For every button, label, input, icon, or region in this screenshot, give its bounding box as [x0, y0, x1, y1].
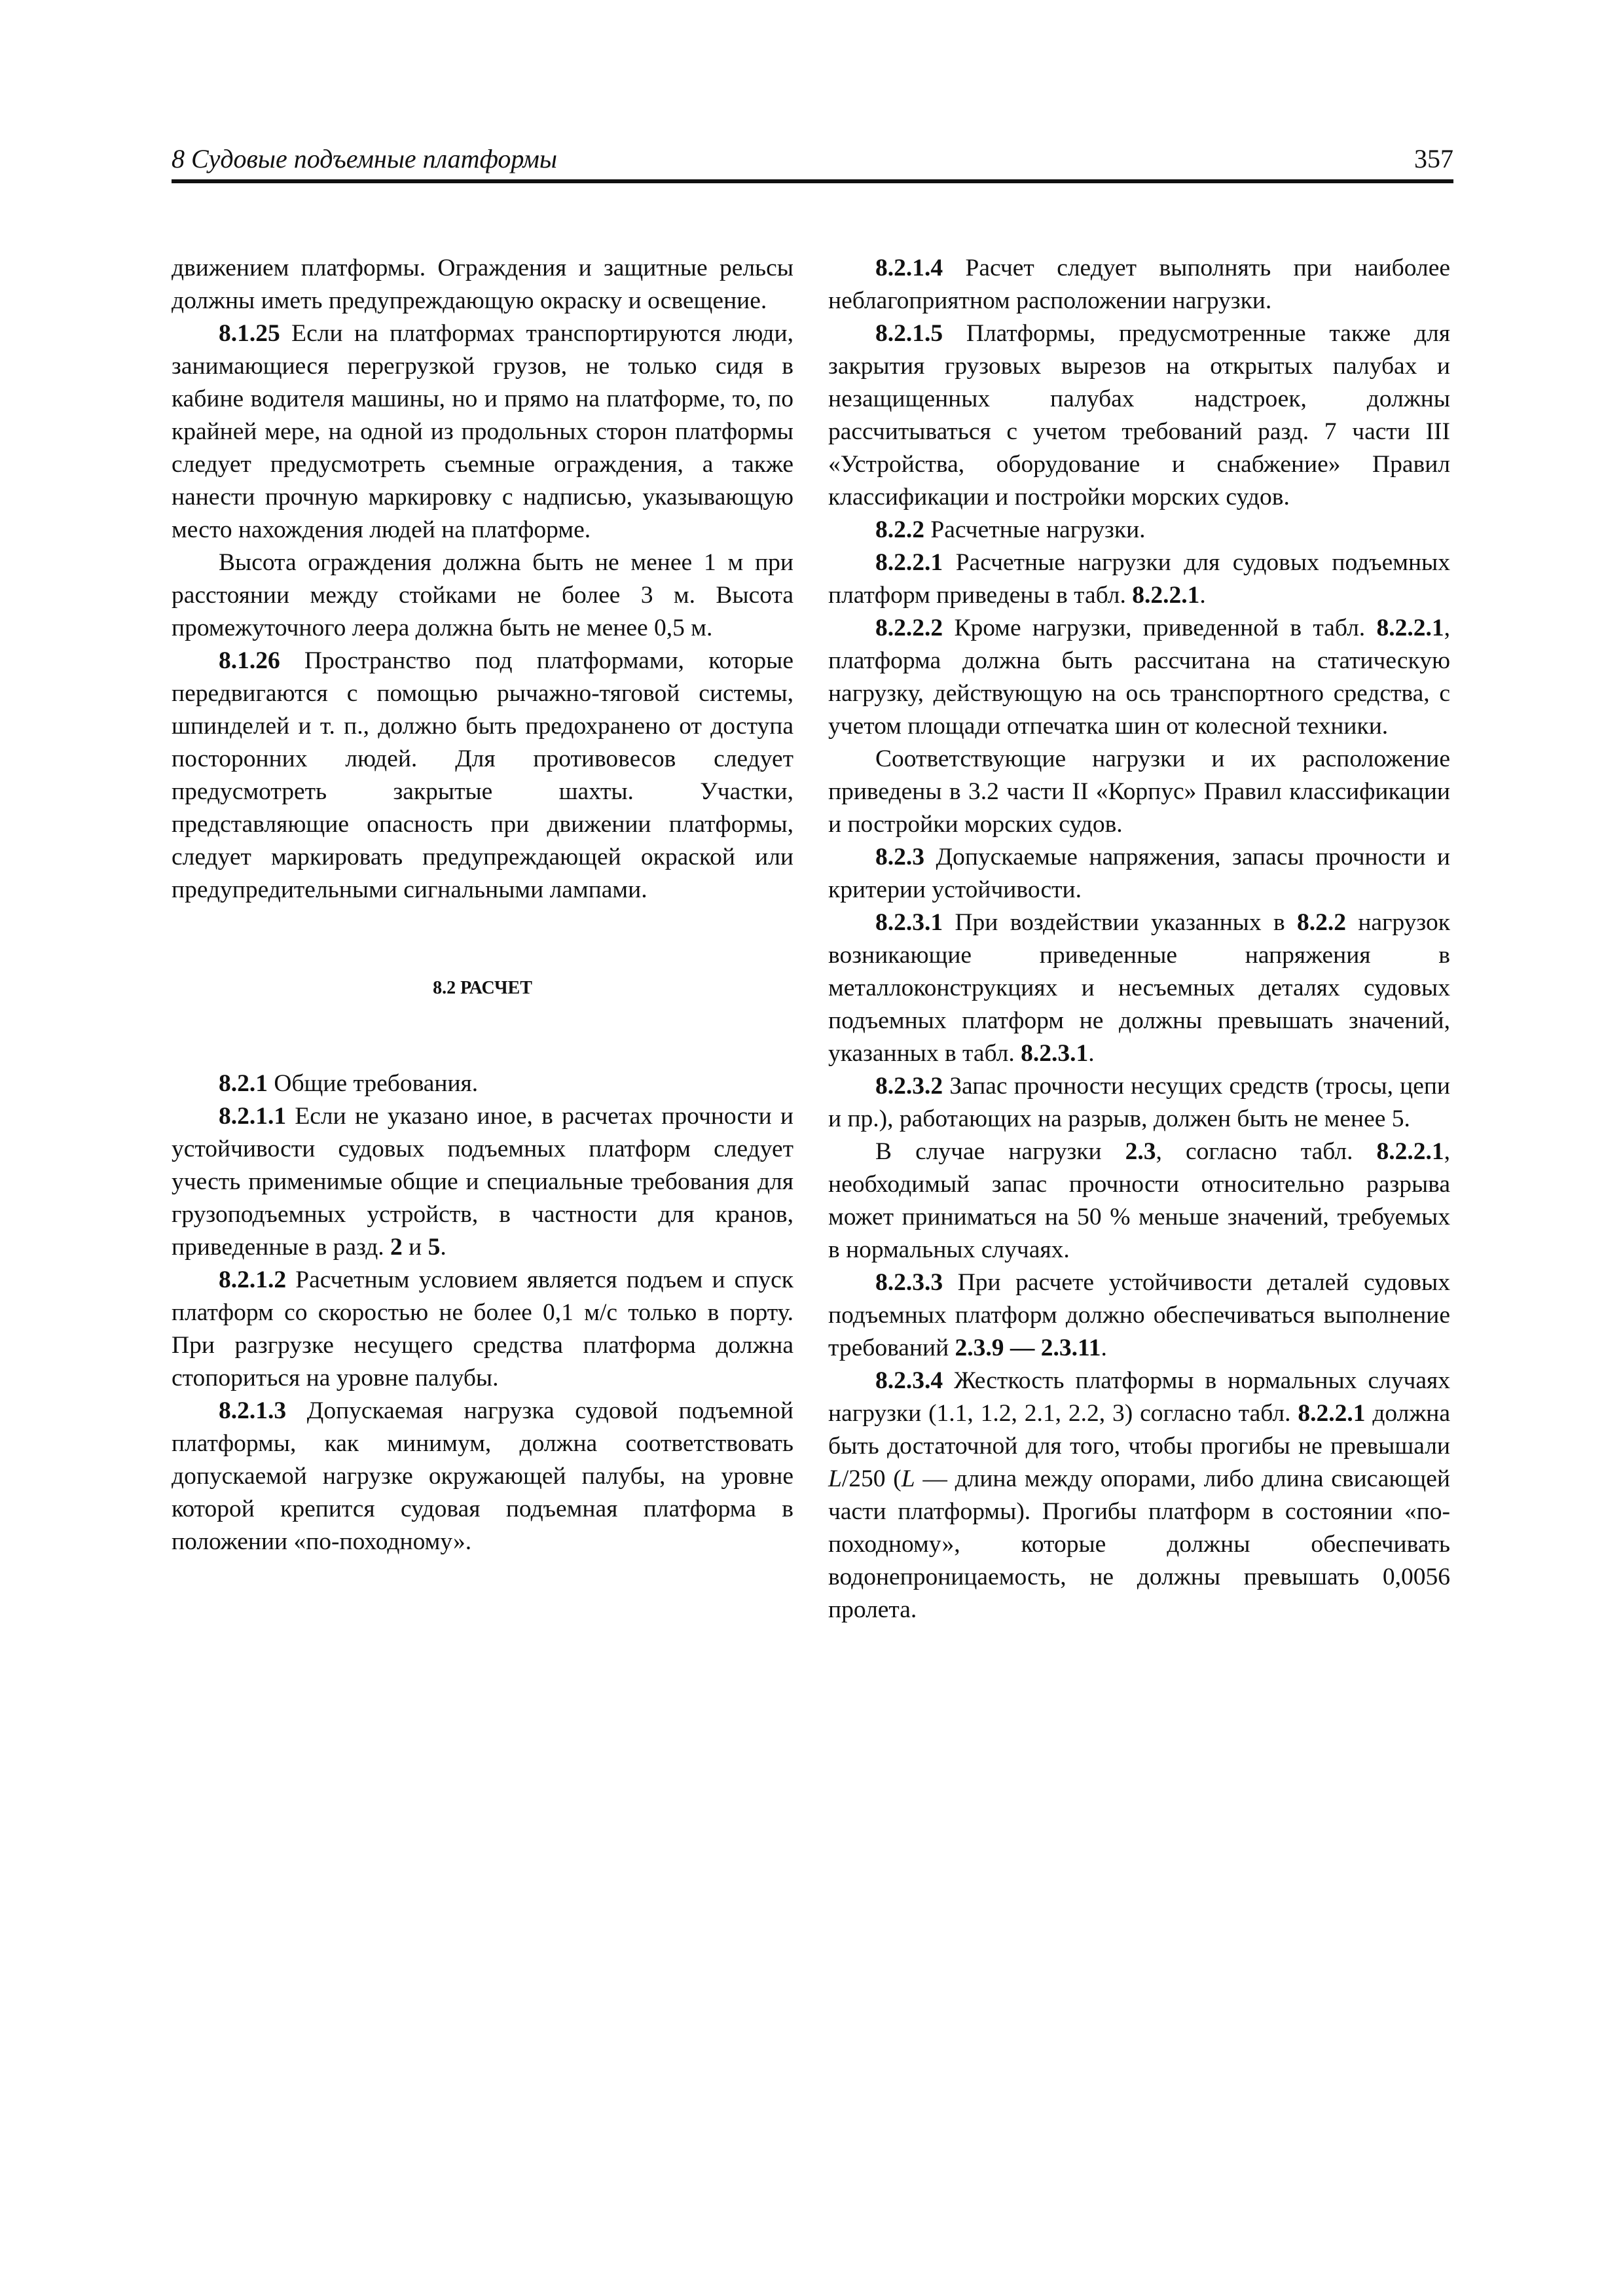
table-ref: 8.2.2.1 [1298, 1400, 1366, 1427]
section-ref: 2.3.9 — 2.3.11 [955, 1335, 1101, 1361]
clause-text: . [1088, 1040, 1095, 1067]
paragraph-8-2-3-4 [828, 1365, 1450, 1626]
section-ref: 8.2.2 [1297, 909, 1346, 936]
clause-text: . [1199, 582, 1206, 609]
clause-text: Расчетные нагрузки для судовых подъемных платформ приведены в табл. [828, 549, 1450, 609]
variable-l: L [828, 1465, 842, 1492]
clause-number: 8.2.3 [875, 844, 924, 870]
clause-text: Жесткость платформы в нормальных случаях нагрузки (1.1, 1.2, 2.1, 2.2, 3) согласно табл. [828, 1367, 1450, 1427]
paragraph-8-2-1-3 [172, 1395, 793, 1558]
clause-text: Если не указано иное, в расчетах прочности и устойчивости судовых подъемных платформ следует учесть применимые общие и специальные требования для грузоподъемных устройств, в частности для кранов, приведенные в разд. [172, 1103, 793, 1261]
clause-number: 8.2.3.3 [875, 1269, 943, 1296]
clause-number: 8.2.3.2 [875, 1073, 943, 1100]
clause-number: 8.2.1.4 [875, 255, 943, 281]
clause-text: нагрузок возникающие приведенные напряжения в металлоконструкциях и несъемных деталях судовых подъемных платформ не должны превышать значений, указанных в табл. [828, 909, 1450, 1067]
clause-number: 8.2.2.2 [875, 615, 943, 641]
clause-text: — длина между опорами, либо длина свисающей части платформы). Прогибы платформ в состоянии «по-походному», которые должны обеспечивать водонепроницаемость, не должны превышать 0,0056 пролета. [828, 1465, 1450, 1623]
paragraph-8-2-3-1 [828, 906, 1450, 1070]
load-ref: 2.3 [1125, 1138, 1156, 1165]
left-column [172, 252, 793, 1558]
clause-text: . [440, 1234, 447, 1261]
right-column [828, 252, 1450, 1626]
paragraph: движением платформы. Ограждения и защитные рельсы должны иметь предупреждающую окраску и освещение. [172, 255, 793, 314]
table-ref: 8.2.2.1 [1132, 582, 1200, 609]
clause-text: Запас прочности несущих средств (тросы, цепи и пр.), работающих на разрыв, должен быть не менее 5. [828, 1073, 1450, 1132]
paragraph-8-2-2-1 [828, 547, 1450, 612]
clause-number: 8.2.1.3 [219, 1397, 287, 1424]
clause-text: В случае нагрузки [875, 1138, 1125, 1165]
paragraph-8-2-3 [828, 841, 1450, 906]
paragraph-8-1-25 [172, 317, 793, 547]
clause-text: Расчет следует выполнять при наиболее неблагоприятном расположении нагрузки. [828, 255, 1450, 314]
paragraph-8-2-1-4 [828, 252, 1450, 317]
clause-heading: Допускаемые напряжения, запасы прочности и критерии устойчивости. [828, 844, 1450, 903]
clause-text: . [1101, 1335, 1107, 1361]
paragraph: Соответствующие нагрузки и их расположение приведены в 3.2 части II «Корпус» Правил классификации и постройки морских судов. [828, 745, 1450, 838]
clause-number: 8.1.25 [219, 320, 280, 347]
clause-number: 8.2.1.1 [219, 1103, 287, 1130]
paragraph-8-2-2 [828, 514, 1450, 547]
paragraph [828, 1136, 1450, 1266]
clause-number: 8.2.3.4 [875, 1367, 943, 1394]
clause-text: При расчете устойчивости деталей судовых подъемных платформ должно обеспечиваться выполнение требований [828, 1269, 1450, 1361]
clause-number: 8.2.2.1 [875, 549, 943, 576]
clause-number: 8.1.26 [219, 647, 280, 674]
clause-text: Если на платформах транспортируются люди, занимающиеся перегрузкой грузов, не только сидя в кабине водителя машины, но и прямо на платформе, то, по крайней мере, на одной из продольных сторон платформы следует предусмотреть съемные ограждения, а также нанести прочную маркировку с надписью, указывающую место нахождения людей на платформе. [172, 320, 793, 543]
clause-text: Кроме нагрузки, приведенной в табл. [943, 615, 1377, 641]
paragraph-8-2-3-2 [828, 1070, 1450, 1136]
table-ref: 8.2.3.1 [1021, 1040, 1089, 1067]
paragraph-8-2-1-5 [828, 317, 1450, 514]
clause-text: Допускаемая нагрузка судовой подъемной платформы, как минимум, должна соответствовать допускаемой нагрузке окружающей палубы, на уровне которой крепится судовая подъемная платформа в положении «по-походному». [172, 1397, 793, 1555]
clause-number: 8.2.3.1 [875, 909, 943, 936]
paragraph-8-2-1-1 [172, 1100, 793, 1264]
clause-text: Расчетным условием является подъем и спуск платформ со скоростью не более 0,1 м/с только в порту. При разгрузке несущего средства платформа должна стопориться на уровне палубы. [172, 1266, 793, 1391]
section-title: 8.2 РАСЧЕТ [433, 978, 532, 998]
clause-heading: Общие требования. [268, 1070, 479, 1097]
clause-text: , согласно табл. [1156, 1138, 1377, 1165]
running-header [172, 145, 1453, 183]
table-ref: 8.2.2.1 [1376, 615, 1444, 641]
paragraph-8-2-1-2 [172, 1264, 793, 1395]
page-number: 357 [1414, 144, 1453, 173]
paragraph-8-2-1 [172, 1067, 793, 1100]
table-ref: 8.2.2.1 [1376, 1138, 1444, 1165]
paragraph-8-2-2-2 [828, 612, 1450, 743]
clause-text: Пространство под платформами, которые передвигаются с помощью рычажно-тяговой системы, шпинделей и т. п., должно быть предохранено от доступа посторонних людей. Для противовесов следует предусмотреть закрытые шахты. Участки, представляющие опасность при движении платформы, следует маркировать предупреждающей окраской или предупредительными сигнальными лампами. [172, 647, 793, 903]
variable-l: L [901, 1465, 915, 1492]
section-ref: 5 [428, 1234, 441, 1261]
clause-number: 8.2.2 [875, 516, 924, 543]
clause-text: /250 ( [841, 1465, 902, 1492]
paragraph: Высота ограждения должна быть не менее 1 м при расстоянии между стойками не более 3 м. Высота промежуточного леера должна быть не менее 0,5 м. [172, 549, 793, 641]
clause-text: , необходимый запас прочности относительно разрыва может приниматься на 50 % меньше значений, требуемых в нормальных случаях. [828, 1138, 1451, 1263]
clause-text: , платформа должна быть рассчитана на статическую нагрузку, действующую на ось транспортного средства, с учетом площади отпечатка шин от колесной техники. [828, 615, 1450, 740]
section-ref: 2 [390, 1234, 403, 1261]
clause-text: должна быть достаточной для того, чтобы прогибы не превышали [828, 1400, 1450, 1460]
clause-number: 8.2.1 [219, 1070, 268, 1097]
paragraph-8-1-26 [172, 645, 793, 906]
clause-number: 8.2.1.2 [219, 1266, 287, 1293]
clause-heading: Расчетные нагрузки. [924, 516, 1146, 543]
clause-text: и [402, 1234, 428, 1261]
chapter-title: 8 Судовые подъемные платформы [172, 144, 557, 173]
paragraph-8-2-3-3 [828, 1266, 1450, 1365]
clause-text: Платформы, предусмотренные также для закрытия грузовых вырезов на открытых палубах и незащищенных палубах надстроек, должны рассчитываться с учетом требований разд. 7 части III «Устройства, оборудование и снабжение» Правил классификации и постройки морских судов. [828, 320, 1450, 511]
clause-number: 8.2.1.5 [875, 320, 943, 347]
clause-text: При воздействии указанных в [943, 909, 1297, 936]
